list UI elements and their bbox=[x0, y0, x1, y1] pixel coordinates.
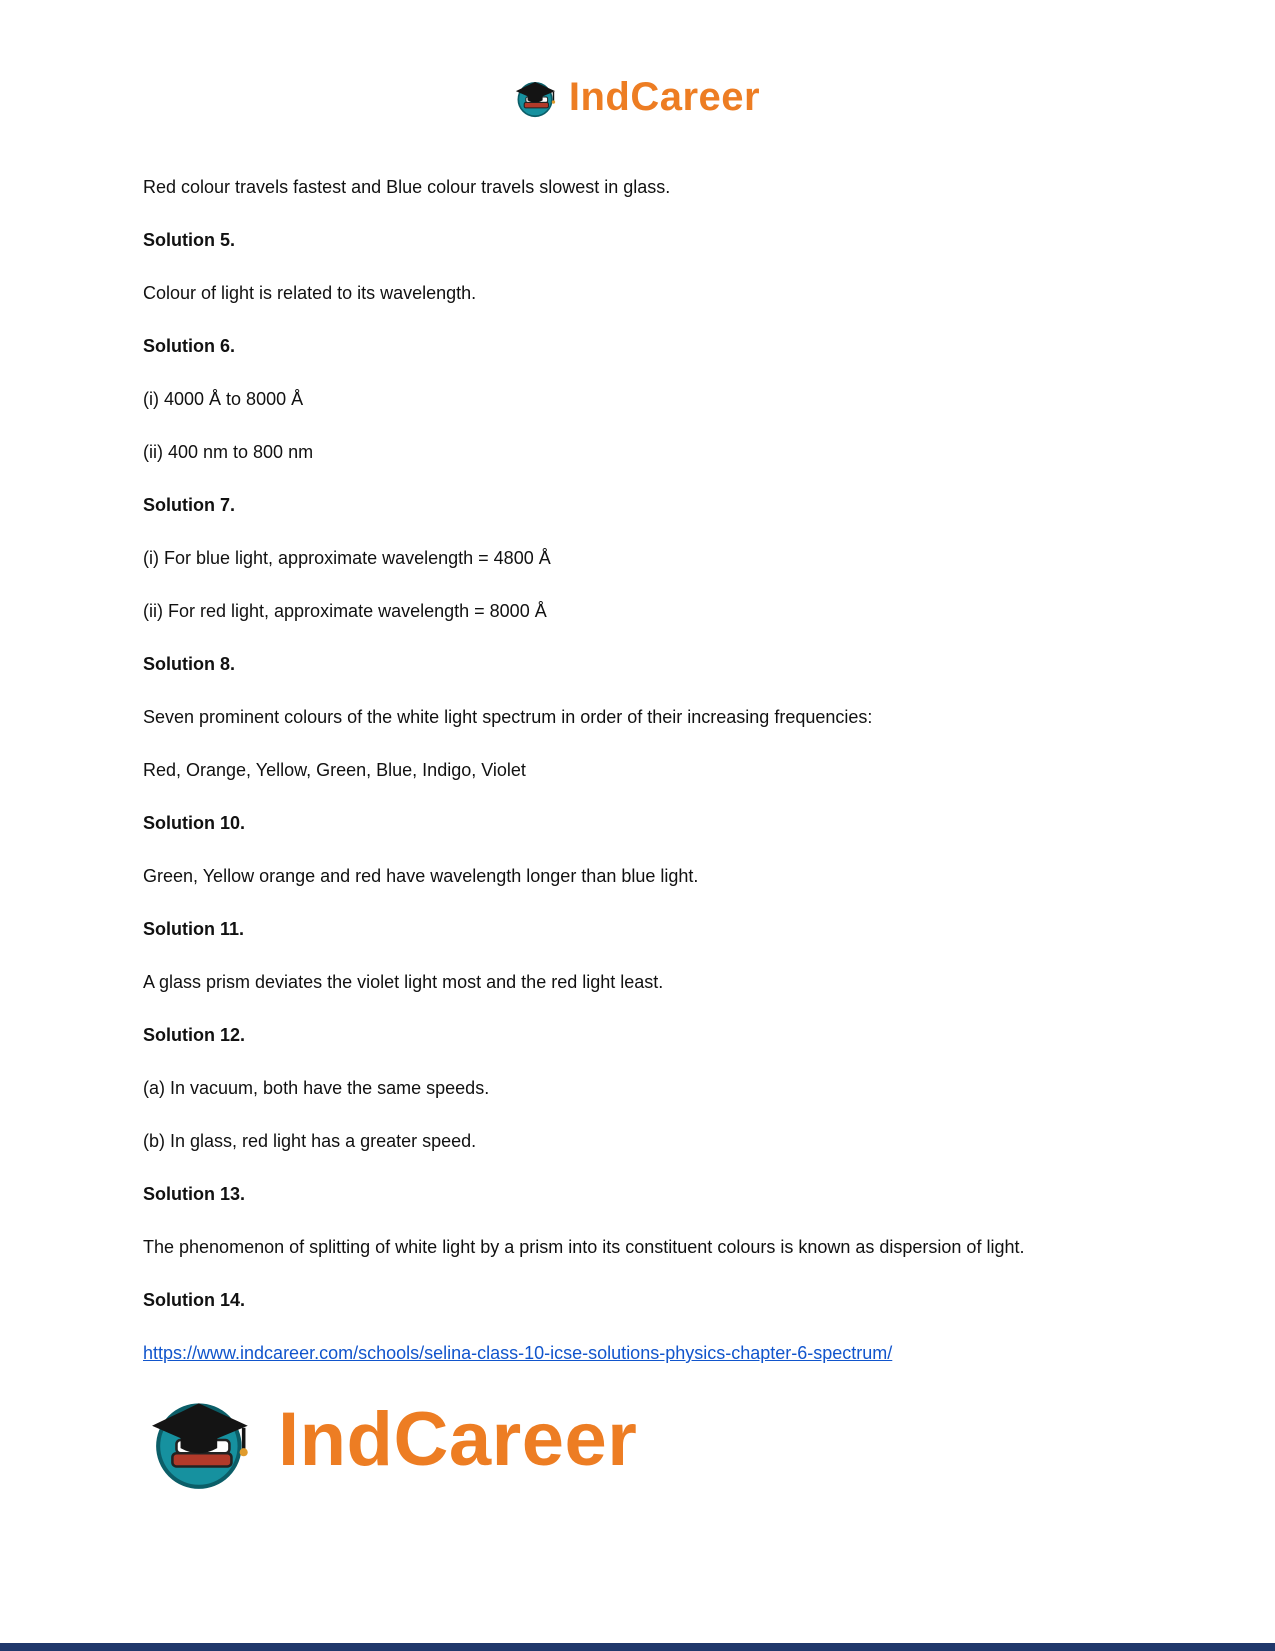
paragraph: A glass prism deviates the violet light most and the red light least. bbox=[143, 972, 664, 992]
solution-heading: Solution 13. bbox=[143, 1184, 246, 1204]
paragraph: Seven prominent colours of the white light spectrum in order of their increasing frequencies: bbox=[143, 707, 873, 727]
paragraph: (b) In glass, red light has a greater speed. bbox=[143, 1131, 477, 1151]
solution-heading: Solution 12. bbox=[143, 1025, 246, 1045]
paragraph: (a) In vacuum, both have the same speeds. bbox=[143, 1078, 490, 1098]
document-body bbox=[0, 118, 1275, 1370]
paragraph: The phenomenon of splitting of white light by a prism into its constituent colours is known as dispersion of light. bbox=[143, 1237, 1025, 1257]
header-logo bbox=[0, 0, 1275, 118]
page-bottom-bar bbox=[0, 1643, 1275, 1651]
solution-heading: Solution 11. bbox=[143, 919, 245, 939]
paragraph: (i) For blue light, approximate wavelength = 4800 Å bbox=[143, 548, 551, 568]
paragraph: Red, Orange, Yellow, Green, Blue, Indigo, Violet bbox=[143, 760, 526, 780]
solution-heading: Solution 14. bbox=[143, 1290, 246, 1310]
indcareer-logo-icon bbox=[515, 76, 561, 118]
indcareer-logo-text: IndCareer bbox=[278, 1397, 638, 1482]
solution-heading: Solution 7. bbox=[143, 495, 235, 515]
paragraph: (ii) For red light, approximate wavelength = 8000 Å bbox=[143, 601, 547, 621]
solution-heading: Solution 6. bbox=[143, 336, 235, 356]
solution-heading: Solution 10. bbox=[143, 813, 246, 833]
paragraph: Green, Yellow orange and red have wavelength longer than blue light. bbox=[143, 866, 699, 886]
footer-logo bbox=[150, 1389, 1275, 1491]
link-line bbox=[143, 1336, 1132, 1370]
indcareer-logo-text: IndCareer bbox=[568, 75, 761, 119]
paragraph: (ii) 400 nm to 800 nm bbox=[143, 442, 314, 462]
paragraph: Colour of light is related to its wavelength. bbox=[143, 283, 477, 303]
indcareer-logo-icon bbox=[150, 1389, 262, 1491]
solution-heading: Solution 5. bbox=[143, 230, 235, 250]
source-url-link[interactable]: https://www.indcareer.com/schools/selina-class-10-icse-solutions-physics-chapter-6-spectrum/ bbox=[143, 1343, 893, 1363]
paragraph: (i) 4000 Å to 8000 Å bbox=[143, 389, 304, 409]
paragraph: Red colour travels fastest and Blue colour travels slowest in glass. bbox=[143, 177, 671, 197]
solution-heading: Solution 8. bbox=[143, 654, 235, 674]
